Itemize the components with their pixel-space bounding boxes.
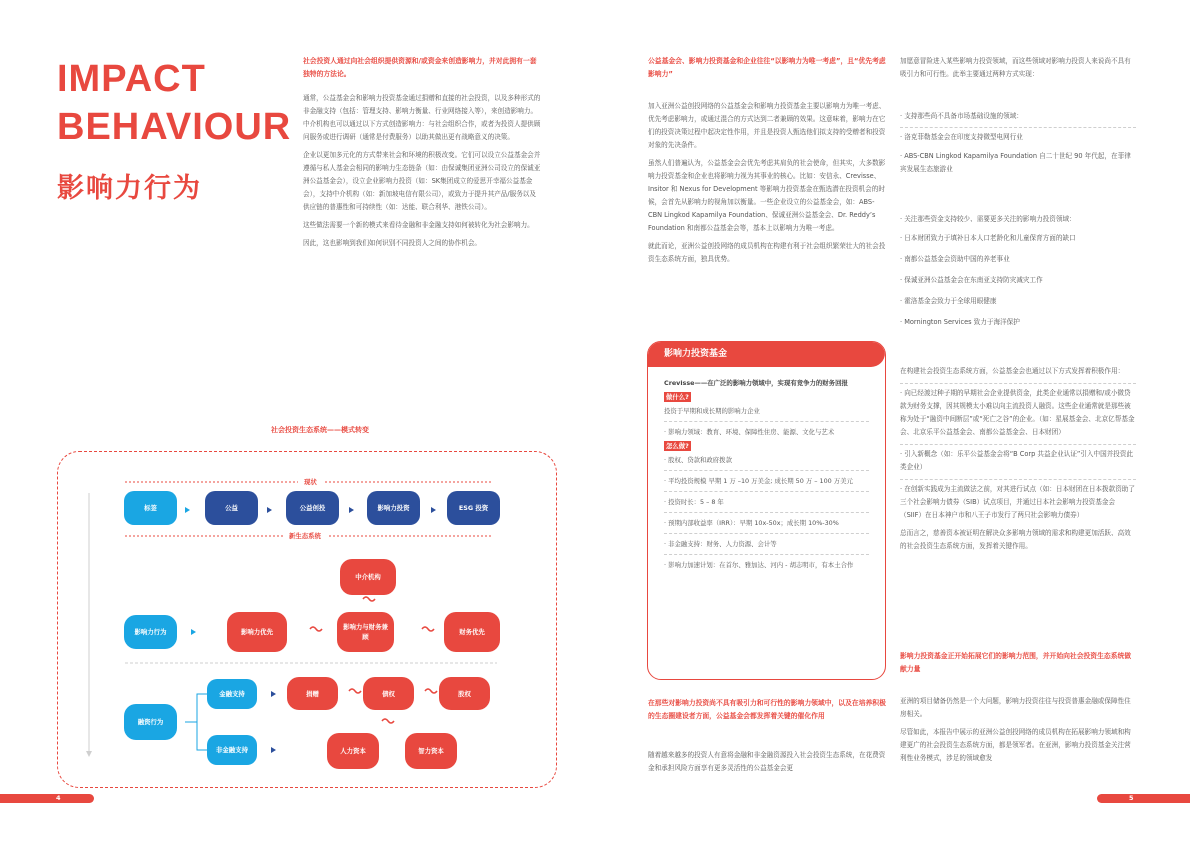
philanthropy-node: 公益 xyxy=(205,491,258,525)
box-header: 影响力投资基金 xyxy=(648,342,885,367)
title-zh: 影响力行为 xyxy=(57,173,202,204)
box-item: · 预期内部收益率（IRR）：早期 10x-50x；成长期 10%-30% xyxy=(664,519,839,527)
title-en-line1: IMPACT xyxy=(57,58,206,100)
right-body-2 xyxy=(900,365,1136,558)
right-paragraph: 亚洲的项目储备仍然是一个大问题，影响力投资往往与投资普惠金融或保障性住房相关。 xyxy=(900,697,1131,718)
what-tag: 做什么? xyxy=(666,393,689,401)
middle-heading: 公益基金会、影响力投资基金和企业往往“以影响力为唯一考虑”，且“优先考虑影响力” xyxy=(648,57,886,78)
right-intro: 加愿意冒险进入某些影响力投资领域，而这些领域对影响力投资人来说尚不具有吸引力和可行性。此举主要通过两种方式实现： xyxy=(900,57,1131,78)
box-item: · 影响力加速计划：在首尔、雅加达、河内 - 胡志明市，有本土合作 xyxy=(664,561,854,569)
esg-investing-node: ESG 投资 xyxy=(447,491,500,525)
intro-heading: 社会投资人通过向社会组织提供资源和/或资金来创造影响力，并对此拥有一套独特的方法论。 xyxy=(303,57,537,78)
left-body xyxy=(303,92,541,255)
debt-node: 债权 xyxy=(363,677,414,710)
right-paragraph-item: · 引入新概念（如：乐平公益基金会将“B Corp 共益企业认证”引入中国并投资此类企业） xyxy=(900,450,1134,471)
right-footer-bar xyxy=(1097,794,1190,803)
current-label: 现状 xyxy=(298,477,323,486)
bullet-item: · 南都公益基金会资助中国的养老事业 xyxy=(900,255,1010,263)
right-bullets-1 xyxy=(900,110,1136,176)
right-summary: 总而言之，慈善资本被证明在解决众多影响力领域的需求和构建更加活跃、高效的社会投资生态系统方面，发挥着关键作用。 xyxy=(900,529,1131,550)
title-en xyxy=(57,55,291,151)
donation-node: 捐赠 xyxy=(287,677,338,710)
box-item: · 平均投资规模 早期 1 万 –10 万美金; 成长期 50 万 – 100 万美元 xyxy=(664,477,853,485)
intermediary-node: 中介机构 xyxy=(340,559,396,595)
left-paragraph: 因此，这也影响到我们如何识别不同投资人之间的协作机会。 xyxy=(303,239,482,247)
middle-bottom-paragraph: 随着越来越多的投资人有意将金融和非金融资源投入社会投资生态系统，在花费资金和承担风险方面享有更多灵活性的公益基金会更 xyxy=(648,751,886,772)
bullet-item: · 保诚亚洲公益基金会在东南亚支持防灾减灾工作 xyxy=(900,276,1043,284)
bullet-item: · 洛克菲勒基金会在印度支持微型电网行业 xyxy=(900,133,1023,141)
impact-behaviour-node: 影响力行为 xyxy=(124,615,177,649)
fields-text: · 影响力领域：教育、环境、保障性住房、能源、文化与艺术 xyxy=(664,428,835,436)
diagram-title: 社会投资生态系统——模式转变 xyxy=(271,426,369,434)
middle-paragraph: 虽然人们普遍认为，公益基金会会优先考虑其肩负的社会使命，但其实，大多数影响力投资基金和企业也将影响力视为其事业的核心。比如：安信永、Crevisse、Insitor 和 Nexus for Development 等影响力投资基金在甄选潜在投资机会的时候，会首先从影响力的视角加以衡量。一些企业设立的公益基金会，如：ABS-CBN Lingkod Kapamilya Foundation、保诚亚洲公益基金会、Dr. Reddy’s Foundation 和南都公益基金会等，基本上以影响力为唯一考虑。 xyxy=(648,159,886,232)
left-paragraph: 企业以更加多元化的方式带来社会和环境的积极改变。它们可以设立公益基金会并遵循与私人基金会相同的影响力生态链条（如：由保诚集团亚洲公司设立的保诚亚洲公益基金会），设立企业影响力投资（如：SK集团成立的爱思开幸福公益基金会），支持中介机构（如：新加坡电信有限公司），或致力于提升其产品/服务以及供应链的普惠性和可持续性（如：达能、联合利华、港铁公司）。 xyxy=(303,151,541,211)
middle-paragraph: 就此而论，亚洲公益创投网络的成员机构在构建有利于社会组织繁荣壮大的社会投资生态系统方面，独具优势。 xyxy=(648,242,886,263)
financial-support-node: 金融支持 xyxy=(207,679,257,709)
right-paragraph-item: · 向已经渡过种子期的早期社会企业提供资金，此类企业通常以捐赠和/或小微贷款为财务支撑，因其规模太小难以向主流投资人融资。这些企业通常就是那些被称为处于“融资中间断层”或“死亡之谷”的企业。（如：星展基金会、北京亿帮基金会、北京乐平公益基金会、南都公益基金会、日本财团） xyxy=(900,389,1135,436)
human-capital-node: 人力资本 xyxy=(327,733,379,769)
how-tag: 怎么做? xyxy=(666,442,689,450)
left-footer-bar xyxy=(0,794,94,803)
bullet-heading: · 关注那些资金支持较少、需要更多关注的影响力投资领域： xyxy=(900,215,1076,223)
new-ecosystem-label: 新生态系统 xyxy=(283,531,327,540)
impact-and-finance-node: 影响力与财务兼顾 xyxy=(337,612,394,652)
right-page-number: 5 xyxy=(1129,794,1134,802)
impact-first-node: 影响力优先 xyxy=(227,612,287,652)
what-text: 投资于早期和成长期的影响力企业 xyxy=(664,407,760,415)
left-paragraph: 这些做法需要一个新的模式来看待金融和非金融支持如何被转化为社会影响力。 xyxy=(303,221,534,229)
impact-fund-box xyxy=(647,341,886,680)
finance-first-node: 财务优先 xyxy=(444,612,500,652)
left-paragraph: 通常，公益基金会和影响力投资基金通过捐赠和直接的社会投资，以及多种形式的非金融支持（包括：管理支持、影响力衡量、行业网络接入等），来创造影响力。中介机构也可以通过以下方式创造影响力：与社会组织合作，或者为投资人提供顾问服务或进行调研（通常是付费服务）以助其做出更有战略意义的决策。 xyxy=(303,94,541,141)
left-page-number: 4 xyxy=(56,794,61,802)
equity-node: 股权 xyxy=(439,677,490,710)
right-bullets-2 xyxy=(900,213,1136,329)
box-item: · 投资时长：5 – 8 年 xyxy=(664,498,724,506)
bullet-heading: · 支持那些尚不具备市场基础设施的领域： xyxy=(900,112,1023,120)
box-item: · 股权、贷款和政府拨款 xyxy=(664,456,732,464)
box-item: · 非金融支持：财务、人力资源、会计等 xyxy=(664,540,777,548)
middle-bottom-heading: 在那些对影响力投资尚不具有吸引力和可行性的影响力领域中，以及在培养积极的生态圈建设者方面，公益基金会都发挥着关键的催化作用 xyxy=(648,699,886,720)
non-financial-support-node: 非金融支持 xyxy=(207,735,257,765)
impact-investing-node: 影响力投资 xyxy=(367,491,420,525)
financing-behaviour-node: 融资行为 xyxy=(124,704,177,740)
right-paragraph: 尽管如此，本报告中展示的亚洲公益创投网络的成员机构在拓展影响力领域和构建更广的社会投资生态系统方面，都是领军者。在亚洲，影响力投资基金关注营利性业务模式，涉足的领域愈发 xyxy=(900,728,1131,762)
right-heading-2: 影响力投资基金正开始拓展它们的影响力范围，并开始向社会投资生态系统做献力量 xyxy=(900,652,1132,673)
label-node: 标签 xyxy=(124,491,177,525)
intellectual-capital-node: 智力资本 xyxy=(405,733,457,769)
middle-paragraph: 加入亚洲公益创投网络的公益基金会和影响力投资基金主要以影响力为唯一考虑、优先考虑影响力，或通过混合的方式达到二者兼顾的效果。这意味着，影响力在它们的投资决策过程中起决定性作用，并且是投资人甄选他们拟支持的受赠者和投资对象的先决条件。 xyxy=(648,102,886,149)
right-body-3 xyxy=(900,695,1136,770)
right-paragraph: 在构建社会投资生态系统方面，公益基金会也通过以下方式发挥着积极作用： xyxy=(900,367,1125,375)
bullet-item: · 霍洛基金会致力于全球用眼健康 xyxy=(900,297,997,305)
bullet-item: · 日本财团致力于填补日本人口老龄化和儿童保育方面的缺口 xyxy=(900,234,1076,242)
right-paragraph-item: · 在创新实践成为主流做法之前，对其进行试点（如：日本财团在日本拨款资助了三个社会影响力债券（SIB）试点项目，并通过日本社会影响力投资基金会（SIIF）在日本神户市和八王子市发行了两只社会影响力债券） xyxy=(900,485,1135,519)
title-en-line2: BEHAVIOUR xyxy=(57,106,292,148)
box-subtitle: Crevisse——在广泛的影响力领域中，实现有竞争力的财务回报 xyxy=(664,379,848,387)
bullet-item: · Mornington Services 致力于海洋保护 xyxy=(900,318,1020,326)
bullet-item: · ABS-CBN Lingkod Kapamilya Foundation 自二十世纪 90 年代起，在菲律宾发展生态旅游业 xyxy=(900,152,1131,173)
venture-philanthropy-node: 公益创投 xyxy=(286,491,339,525)
middle-body xyxy=(648,100,886,271)
